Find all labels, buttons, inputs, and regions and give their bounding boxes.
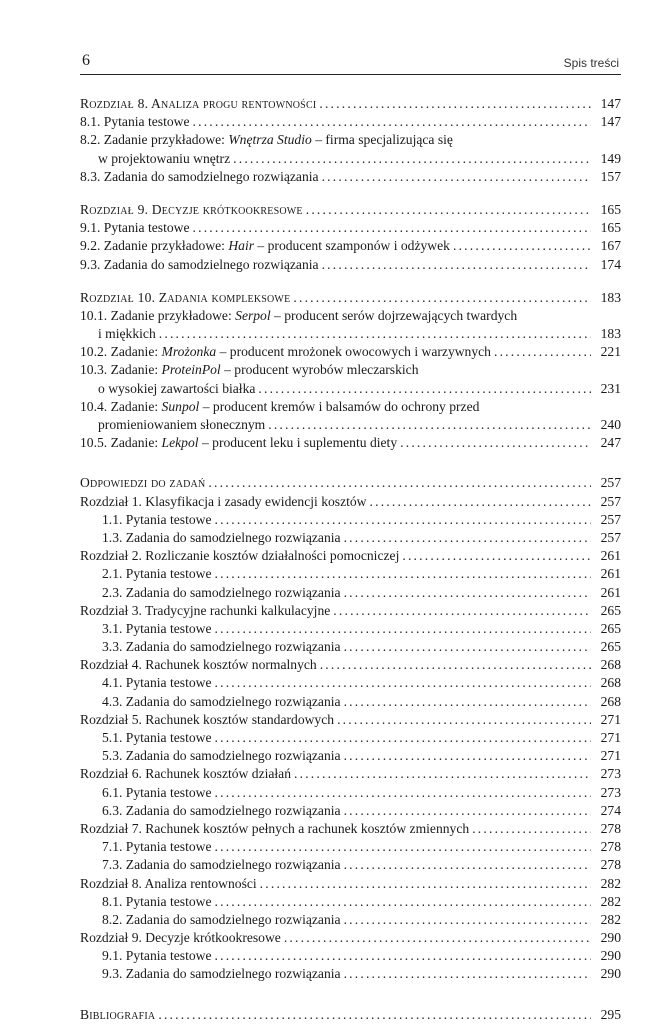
toc-entry-label: Rozdział 4. Rachunek kosztów normalnych . . . (80, 656, 591, 674)
toc-answers-7-3[interactable] (80, 856, 621, 874)
toc-section-10-1[interactable] (80, 307, 621, 325)
toc-section-8-2-cont[interactable] (80, 150, 621, 168)
toc-entry-label: 9.3. Zadania do samodzielnego rozwiązania . . . (102, 965, 591, 983)
toc-entry-label: 10.2. Zadanie: Mrożonka – producent mrożonek owocowych i warzywnych . . . (80, 343, 591, 361)
toc-page-number: 147 (600, 96, 621, 111)
toc-entry-label: Rozdział 10. Zadania kompleksowe . . . (80, 289, 591, 307)
page-number: 6 (82, 52, 90, 69)
toc-entry-label: 4.1. Pytania testowe . . . (102, 674, 591, 692)
toc-answers-ch6[interactable] (80, 765, 621, 783)
toc-entry-label: 7.1. Pytania testowe . . . (102, 838, 591, 856)
toc-page-number: 268 (600, 657, 621, 673)
toc-answers-6-1[interactable] (80, 784, 621, 802)
toc-page-number: 282 (600, 893, 621, 909)
toc-entry-label: Rozdział 8. Analiza rentowności . . . (80, 875, 591, 893)
toc-page-number: 268 (600, 693, 621, 709)
toc-section-9-3[interactable] (80, 256, 621, 274)
toc-answers-8-2[interactable] (80, 911, 621, 929)
toc-answers-1-1[interactable] (80, 511, 621, 529)
toc-page-number: 273 (600, 784, 621, 800)
toc-answers-2-3[interactable] (80, 584, 621, 602)
toc-entry-label: Bibliografia . . . (80, 1006, 591, 1024)
toc-entry-label: Rozdział 5. Rachunek kosztów standardowych . . . (80, 711, 591, 729)
toc-entry-label: Rozdział 9. Decyzje krótkookresowe . . . (80, 201, 591, 219)
toc-page-number: 290 (600, 930, 621, 946)
toc-page-number: 183 (600, 289, 621, 305)
toc-answers-9-1[interactable] (80, 947, 621, 965)
toc-entry-label: Odpowiedzi do zadań . . . (80, 474, 591, 492)
toc-page-number: 268 (600, 675, 621, 691)
toc-section-10-5[interactable] (80, 434, 621, 452)
toc-answers-ch3[interactable] (80, 602, 621, 620)
toc-page-number: 261 (600, 584, 621, 600)
table-of-contents (80, 95, 621, 1024)
toc-page-number: 265 (600, 602, 621, 618)
toc-page-number: 257 (600, 475, 621, 491)
toc-entry-label: Rozdział 8. Analiza progu rentowności . . . (80, 95, 591, 113)
toc-page-number: 231 (600, 380, 621, 396)
toc-page-number: 290 (600, 948, 621, 964)
toc-answers-2-1[interactable] (80, 565, 621, 583)
toc-answers-ch4[interactable] (80, 656, 621, 674)
toc-chapter-9[interactable] (80, 201, 621, 219)
toc-entry-label: 2.3. Zadania do samodzielnego rozwiązania . . . (102, 584, 591, 602)
toc-entry-label: promieniowaniem słonecznym . . . (80, 416, 591, 434)
toc-answers-3-1[interactable] (80, 620, 621, 638)
toc-page-number: 274 (600, 802, 621, 818)
toc-answers-3-3[interactable] (80, 638, 621, 656)
toc-answers-ch5[interactable] (80, 711, 621, 729)
toc-section-9-2[interactable] (80, 237, 621, 255)
toc-answers-ch9[interactable] (80, 929, 621, 947)
toc-answers-9-3[interactable] (80, 965, 621, 983)
toc-entry-label: 1.3. Zadania do samodzielnego rozwiązania . . . (102, 529, 591, 547)
toc-page-number: 295 (600, 1006, 621, 1022)
toc-answers-5-1[interactable] (80, 729, 621, 747)
toc-section-8-3[interactable] (80, 168, 621, 186)
toc-page-number: 221 (600, 344, 621, 360)
toc-answers[interactable] (80, 474, 621, 492)
toc-page-number: 271 (600, 711, 621, 727)
toc-page-number: 240 (600, 417, 621, 432)
toc-page-number: 261 (600, 548, 621, 564)
toc-answers-ch8[interactable] (80, 875, 621, 893)
toc-entry-label: 8.3. Zadania do samodzielnego rozwiązania . . . (80, 168, 591, 186)
toc-entry-label: Rozdział 7. Rachunek kosztów pełnych a rachunek kosztów zmiennych . . . (80, 820, 591, 838)
toc-entry-label: i miękkich . . . (80, 325, 591, 343)
toc-entry-label: Rozdział 3. Tradycyjne rachunki kalkulacyjne . . . (80, 602, 591, 620)
toc-page-number: 147 (600, 114, 621, 130)
toc-answers-ch2[interactable] (80, 547, 621, 565)
toc-chapter-10[interactable] (80, 289, 621, 307)
toc-page-number: 282 (600, 875, 621, 891)
toc-section-10-1-cont[interactable] (80, 325, 621, 343)
toc-answers-5-3[interactable] (80, 747, 621, 765)
toc-page-number: 271 (600, 730, 621, 745)
toc-entry-label: 8.2. Zadania do samodzielnego rozwiązania . . . (102, 911, 591, 929)
toc-page-number: 282 (600, 911, 621, 927)
toc-entry-label: Rozdział 1. Klasyfikacja i zasady ewidencji kosztów . . . (80, 493, 591, 511)
toc-page-number: 247 (600, 435, 621, 451)
toc-entry-label: Rozdział 6. Rachunek kosztów działań . . . (80, 765, 591, 783)
toc-page-number: 278 (600, 820, 621, 836)
toc-page-number: 278 (600, 857, 621, 873)
toc-page-number: 257 (600, 493, 621, 509)
toc-entry-label: 3.3. Zadania do samodzielnego rozwiązania . . . (102, 638, 591, 656)
toc-entry-label: 8.1. Pytania testowe . . . (102, 893, 591, 911)
toc-entry-label: 4.3. Zadania do samodzielnego rozwiązania . . . (102, 693, 591, 711)
toc-entry-label: 10.1. Zadanie przykładowe: Serpol – producent serów dojrzewających twardych (80, 307, 518, 323)
toc-section-10-2[interactable] (80, 343, 621, 361)
toc-entry-label: 9.3. Zadania do samodzielnego rozwiązania . . . (80, 256, 591, 274)
toc-page-number: 157 (600, 168, 621, 184)
toc-entry-label: 9.1. Pytania testowe . . . (102, 947, 591, 965)
toc-page-number: 165 (600, 220, 621, 236)
toc-entry-label: Rozdział 2. Rozliczanie kosztów działalności pomocniczej . . . (80, 547, 591, 565)
page-header (80, 52, 621, 75)
toc-answers-1-3[interactable] (80, 529, 621, 547)
toc-entry-label: 1.1. Pytania testowe . . . (102, 511, 591, 529)
toc-entry-label: 5.1. Pytania testowe . . . (102, 729, 591, 747)
toc-answers-4-3[interactable] (80, 693, 621, 711)
toc-answers-8-1[interactable] (80, 893, 621, 911)
toc-page-number: 174 (600, 256, 621, 272)
toc-page-number: 257 (600, 511, 621, 527)
toc-section-10-3[interactable] (80, 361, 621, 379)
toc-answers-6-3[interactable] (80, 802, 621, 820)
toc-entry-label: 10.3. Zadanie: ProteinPol – producent wyrobów mleczarskich (80, 362, 419, 378)
toc-section-9-1[interactable] (80, 219, 621, 237)
toc-entry-label: 6.1. Pytania testowe . . . (102, 784, 591, 802)
toc-entry-label: 9.2. Zadanie przykładowe: Hair – producent szamponów i odżywek . . . (80, 237, 591, 255)
toc-section-10-4[interactable] (80, 398, 621, 416)
toc-page-number: 261 (600, 566, 621, 582)
toc-section-10-4-cont[interactable] (80, 416, 621, 434)
toc-section-10-3-cont[interactable] (80, 380, 621, 398)
toc-entry-label: 9.1. Pytania testowe . . . (80, 219, 591, 237)
toc-answers-ch7[interactable] (80, 820, 621, 838)
toc-page-number: 183 (600, 326, 621, 342)
toc-entry-label: 5.3. Zadania do samodzielnego rozwiązania . . . (102, 747, 591, 765)
toc-entry-label: 6.3. Zadania do samodzielnego rozwiązania . . . (102, 802, 591, 820)
running-title: Spis treści (563, 56, 619, 70)
toc-page-number: 278 (600, 839, 621, 855)
toc-section-8-2[interactable] (80, 131, 621, 149)
toc-answers-7-1[interactable] (80, 838, 621, 856)
toc-answers-4-1[interactable] (80, 674, 621, 692)
toc-page-number: 167 (600, 238, 621, 254)
toc-page-number: 265 (600, 639, 621, 655)
toc-entry-label: 7.3. Zadania do samodzielnego rozwiązania . . . (102, 856, 591, 874)
toc-answers-ch1[interactable] (80, 493, 621, 511)
toc-page-number: 273 (600, 766, 621, 782)
toc-entry-label: 8.1. Pytania testowe . . . (80, 113, 591, 131)
toc-entry-label: 8.2. Zadanie przykładowe: Wnętrza Studio – firma specjalizująca się (80, 132, 453, 148)
toc-entry-label: 10.5. Zadanie: Lekpol – producent leku i suplementu diety . . . (80, 434, 591, 452)
toc-page-number: 265 (600, 620, 621, 636)
toc-entry-label: w projektowaniu wnętrz . . . (80, 150, 591, 168)
toc-page-number: 165 (600, 201, 621, 217)
toc-page-number: 149 (600, 150, 621, 166)
toc-page-number: 271 (600, 748, 621, 764)
toc-page-number: 290 (600, 966, 621, 982)
toc-section-8-1[interactable] (80, 113, 621, 131)
toc-chapter-8[interactable] (80, 95, 621, 113)
toc-entry-label: 3.1. Pytania testowe . . . (102, 620, 591, 638)
toc-entry-label: 2.1. Pytania testowe . . . (102, 565, 591, 583)
toc-entry-label: o wysokiej zawartości białka . . . (80, 380, 591, 398)
toc-bibliography[interactable] (80, 1006, 621, 1024)
toc-entry-label: 10.4. Zadanie: Sunpol – producent kremów i balsamów do ochrony przed (80, 398, 480, 414)
toc-entry-label: Rozdział 9. Decyzje krótkookresowe . . . (80, 929, 591, 947)
toc-page-number: 257 (600, 529, 621, 545)
